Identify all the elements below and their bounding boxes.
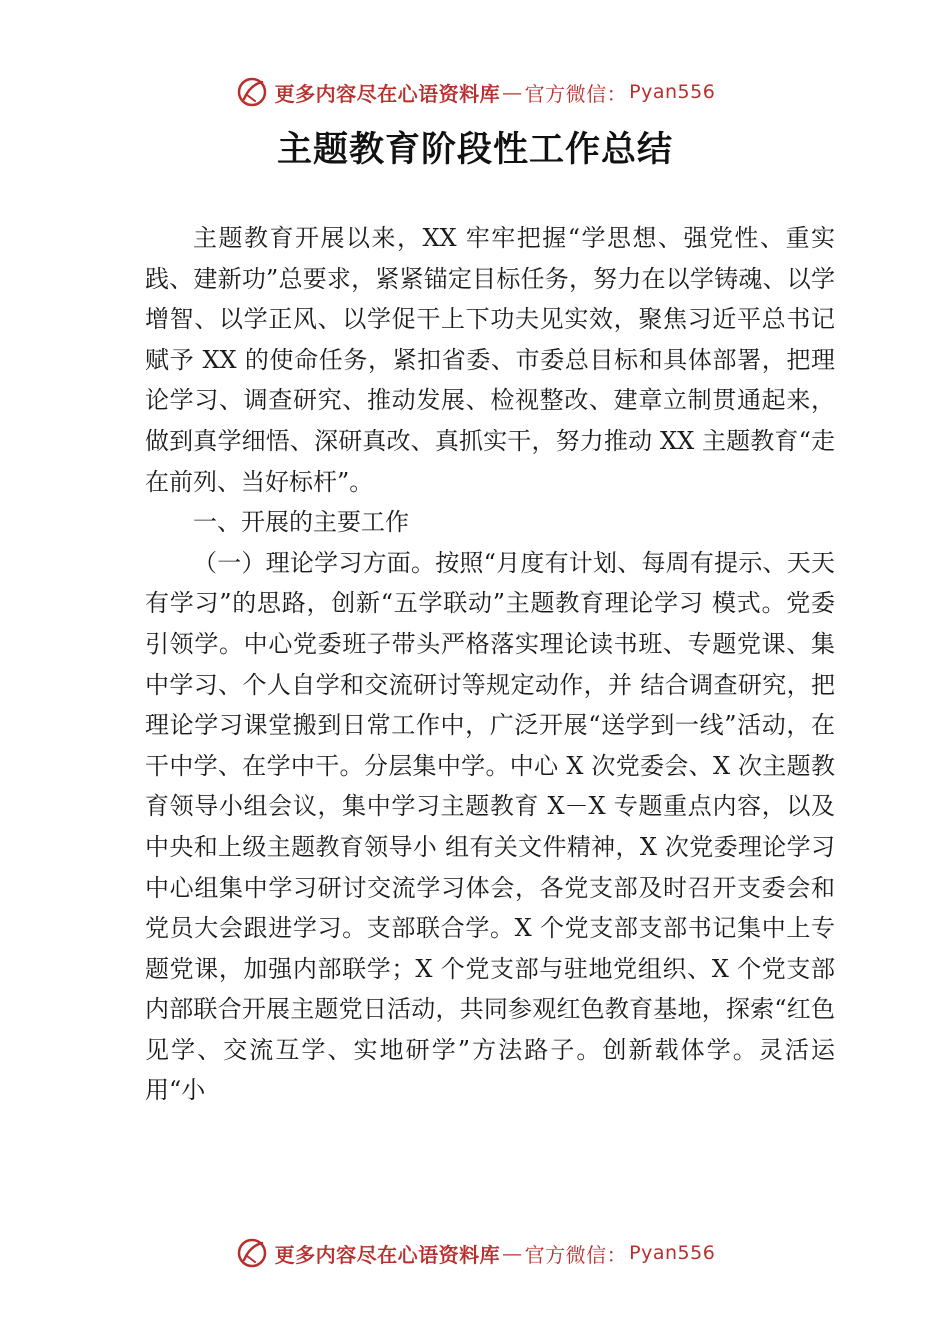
intro-paragraph: 主题教育开展以来，XX 牢牢把握“学思想、强党性、重实践、建新功”总要求，紧紧锚定目标任务，努力在以学铸魂、以学增智、以学正风、以学促干上下功夫见实效，聚焦习近平总书记赋予 XX 的使命任务，紧扣省委、市委总目标和具体部署，把理论学习、调查研究、推动发展、检视整改、建章立制贯通起来，做到真学细悟、深研真改、真抓实干，努力推动 XX 主题教育“走在前列、当好标杆”。 — [145, 224, 835, 496]
section-heading: 一、开展的主要工作 — [193, 508, 409, 537]
watermark-header — [0, 72, 950, 112]
brand-logo-icon — [235, 75, 269, 109]
watermark-wechat-id: Pyan556 — [629, 1242, 716, 1264]
watermark-brand: 更多内容尽在心语资料库 — [274, 1242, 501, 1267]
brand-logo-icon — [235, 1236, 269, 1270]
watermark-brand: 更多内容尽在心语资料库 — [274, 81, 501, 106]
theory-study-paragraph: （一）理论学习方面。按照“月度有计划、每周有提示、天天有学习”的思路，创新“五学联动”主题教育理论学习 模式。党委引领学。中心党委班子带头严格落实理论读书班、专题党课、集中学习、个人自学和交流研讨等规定动作，并 结合调查研究，把理论学习课堂搬到日常工作中，广泛开展“送学到一线”活动，在干中学、在学中干。分层集中学。中心 X 次党委会、X 次主题教育领导小组会议，集中学习主题教育 X－X 专题重点内容，以及中央和上级主题教育领导小 组有关文件精神，X 次党委理论学习中心组集中学习研讨交流学习体会，各党支部及时召开支委会和党员大会跟进学习。支部联合学。X 个党支部支部书记集中上专题党课，加强内部联学；X 个党支部与驻地党组织、X 个党支部内部联合开展主题党日活动，共同参观红色教育基地，探索“红色见学、交流互学、实地研学”方法路子。创新载体学。灵活运用“小 — [145, 548, 835, 1105]
document-body — [145, 218, 835, 1111]
watermark-wechat-label: 官方微信： — [524, 1242, 628, 1267]
document-title: 主题教育阶段性工作总结 — [276, 129, 673, 170]
watermark-wechat-label: 官方微信： — [524, 81, 628, 106]
watermark-footer — [0, 1233, 950, 1273]
watermark-separator: — — [502, 80, 523, 104]
watermark-wechat-id: Pyan556 — [629, 81, 716, 103]
watermark-separator: — — [502, 1241, 523, 1265]
